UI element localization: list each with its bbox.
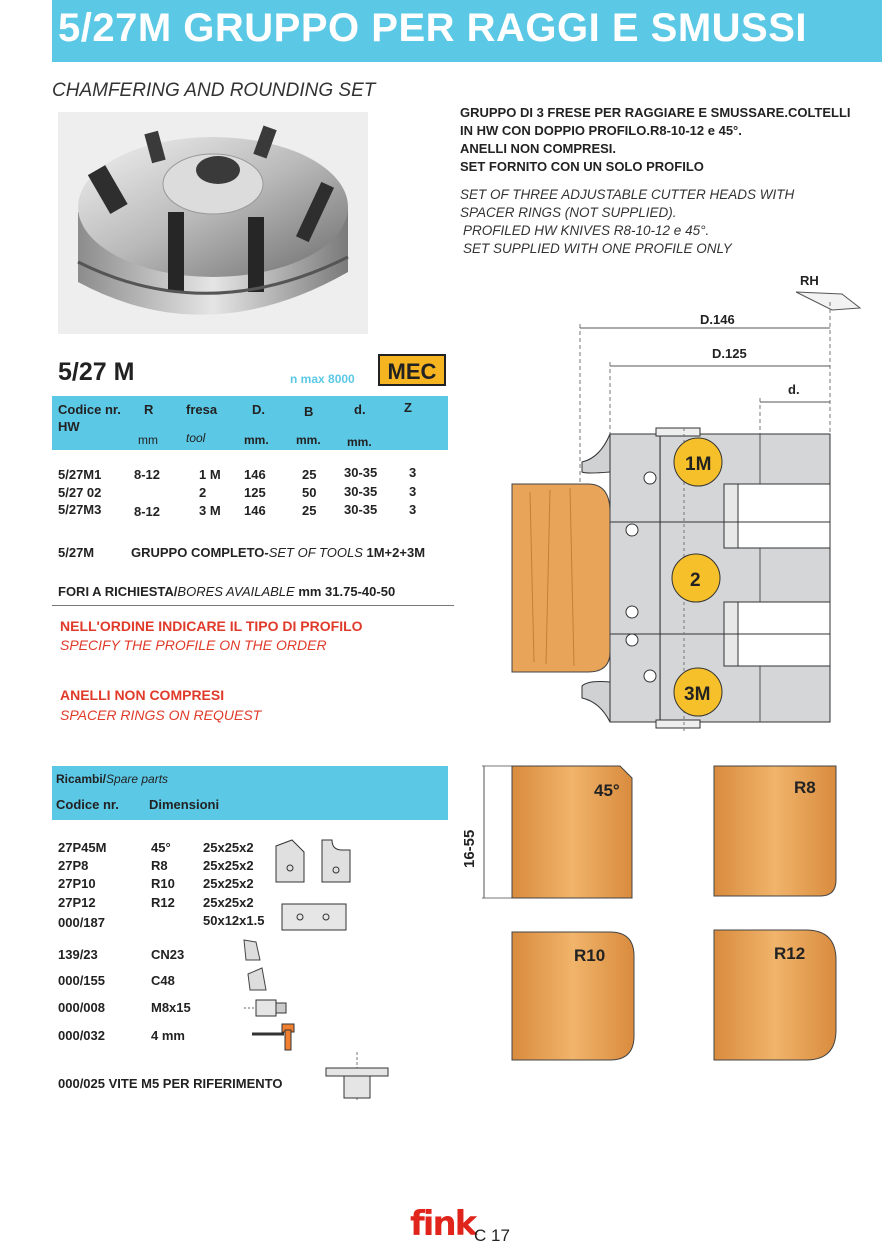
cell-fresa: 1 M [199, 467, 221, 482]
page-subtitle: CHAMFERING AND ROUNDING SET [52, 80, 376, 101]
bores-line [58, 584, 395, 599]
cell-code: 5/27M3 [58, 502, 102, 517]
col-d-small-unit: mm. [347, 435, 372, 449]
cell-code: 5/27M1 [58, 467, 102, 482]
d146-label: D.146 [700, 312, 735, 327]
spare-dim: 25x25x2 [203, 858, 254, 873]
spare-dim: 50x12x1.5 [203, 913, 265, 928]
spare-title-bold: Ricambi/ [56, 772, 107, 786]
col-d-big: D. [252, 402, 265, 417]
description-italian [460, 104, 851, 176]
cell-b: 25 [302, 503, 317, 518]
spare-type: M8x15 [151, 1000, 191, 1015]
col-code-hw: HW [58, 419, 80, 434]
bores-bold: FORI A RICHIESTA/ [58, 584, 178, 599]
cell-r: 8-12 [134, 504, 161, 519]
spare-parts-header [52, 766, 448, 820]
col-r-unit: mm [138, 433, 158, 447]
spare-type: R8 [151, 858, 168, 873]
d125-label: D.125 [712, 346, 747, 361]
spare-dim: 25x25x2 [203, 840, 254, 855]
complete-set-text [131, 545, 425, 560]
spare-col-dim: Dimensioni [149, 797, 220, 812]
spare-code: 000/032 [58, 1028, 105, 1043]
knife-profiles-icon [270, 838, 360, 886]
cell-code: 5/27 02 [58, 485, 102, 500]
desc-en-line: SET OF THREE ADJUSTABLE CUTTER HEADS WITH [460, 187, 795, 202]
cell-d: 146 [244, 467, 266, 482]
cell-z: 3 [409, 484, 417, 499]
col-fresa-tool: tool [186, 431, 206, 445]
spare-code: 27P12 [58, 895, 96, 910]
desc-it-line: IN HW CON DOPPIO PROFILO.R8-10-12 e 45°. [460, 123, 742, 138]
spare-col-code: Codice nr. [56, 797, 119, 812]
profile-45-label: 45° [594, 781, 620, 800]
spare-code: 27P45M [58, 840, 107, 855]
hex-key-icon [250, 1020, 302, 1052]
spare-code: 139/23 [58, 947, 98, 962]
rh-label: RH [800, 273, 819, 288]
cell-r: 8-12 [134, 467, 161, 482]
complete-set-italic: SET OF TOOLS [268, 545, 363, 560]
wedge-icon [240, 938, 264, 964]
cell-dd: 30-35 [344, 465, 378, 480]
spare-screw: 000/025 VITE M5 PER RIFERIMENTO [58, 1076, 283, 1091]
bores-italic: BORES AVAILABLE [177, 584, 295, 599]
cell-z: 3 [409, 465, 417, 480]
col-d-small: d. [354, 402, 366, 417]
profile-r12-label: R12 [774, 944, 806, 963]
desc-it-line: ANELLI NON COMPRESI. [460, 141, 617, 156]
spare-type: R10 [151, 876, 175, 891]
profile-samples [461, 758, 880, 1068]
model-number: 5/27 M [58, 358, 135, 386]
spare-title [56, 772, 168, 786]
spare-type: CN23 [151, 947, 185, 962]
complete-set-bold: GRUPPO COMPLETO- [131, 545, 269, 560]
col-d-big-unit: mm. [244, 433, 269, 447]
cutter-2-label: 2 [690, 570, 701, 591]
brand-logo: fink [410, 1204, 476, 1244]
spare-dim: 25x25x2 [203, 895, 254, 910]
desc-en-line: SPACER RINGS (NOT SUPPLIED). [460, 205, 677, 220]
spare-code: 000/155 [58, 973, 105, 988]
divider [52, 605, 454, 606]
spare-code: 000/187 [58, 915, 105, 930]
cell-fresa: 2 [199, 485, 207, 500]
cutter-1-label: 1M [685, 454, 712, 475]
cutter-3-label: 3M [684, 684, 711, 705]
col-code: Codice nr. [58, 402, 121, 417]
description-english [460, 186, 794, 258]
desc-it-line: GRUPPO DI 3 FRESE PER RAGGIARE E SMUSSARE.COLTELLI [460, 105, 851, 120]
bores-tail: mm 31.75-40-50 [294, 584, 396, 599]
clamp-icon [246, 966, 272, 994]
cell-d: 125 [244, 485, 266, 500]
height-label: 16-55 [461, 829, 478, 868]
spare-type: 4 mm [151, 1028, 185, 1043]
max-speed: n max 8000 [290, 372, 355, 386]
product-photo [58, 112, 368, 334]
rings-note-en: SPACER RINGS ON REQUEST [60, 707, 262, 723]
spare-type: C48 [151, 973, 175, 988]
spare-code: 000/008 [58, 1000, 105, 1015]
cell-b: 25 [302, 467, 317, 482]
spare-dim: 25x25x2 [203, 876, 254, 891]
desc-it-line: SET FORNITO CON UN SOLO PROFILO [460, 159, 704, 174]
spare-code: 27P8 [58, 858, 89, 873]
profile-r10-label: R10 [574, 946, 606, 965]
col-b-unit: mm. [296, 433, 321, 447]
rings-note-it: ANELLI NON COMPRESI [60, 687, 225, 703]
col-r: R [144, 402, 154, 417]
page-number: C 17 [474, 1226, 510, 1245]
mec-badge: MEC [378, 354, 446, 386]
cell-dd: 30-35 [344, 502, 378, 517]
col-fresa: fresa [186, 402, 218, 417]
cell-b: 50 [302, 485, 317, 500]
cell-z: 3 [409, 502, 417, 517]
spare-type: R12 [151, 895, 175, 910]
spare-type: 45° [151, 840, 171, 855]
complete-set-code: 5/27M [58, 545, 95, 560]
desc-en-line: PROFILED HW KNIVES R8-10-12 e 45°. [463, 223, 710, 238]
cell-fresa: 3 M [199, 503, 221, 518]
spare-title-italic: Spare parts [106, 772, 169, 786]
cell-d: 146 [244, 503, 266, 518]
profile-r8-label: R8 [794, 778, 816, 797]
spare-code: 27P10 [58, 876, 96, 891]
page-title: 5/27M GRUPPO PER RAGGI E SMUSSI [58, 6, 807, 50]
spec-table-header [52, 396, 448, 450]
d-label: d. [788, 382, 800, 397]
col-z: Z [404, 400, 412, 415]
order-note-en: SPECIFY THE PROFILE ON THE ORDER [60, 637, 327, 653]
reference-screw-icon [322, 1052, 392, 1102]
complete-set-tail: 1M+2+3M [362, 545, 426, 560]
cell-dd: 30-35 [344, 484, 378, 499]
plate-icon [280, 902, 352, 934]
order-note-it: NELL'ORDINE INDICARE IL TIPO DI PROFILO [60, 618, 363, 634]
screw-icon [244, 996, 294, 1020]
col-b: B [304, 404, 314, 419]
assembly-diagram [470, 262, 880, 752]
desc-en-line: SET SUPPLIED WITH ONE PROFILE ONLY [463, 241, 732, 256]
